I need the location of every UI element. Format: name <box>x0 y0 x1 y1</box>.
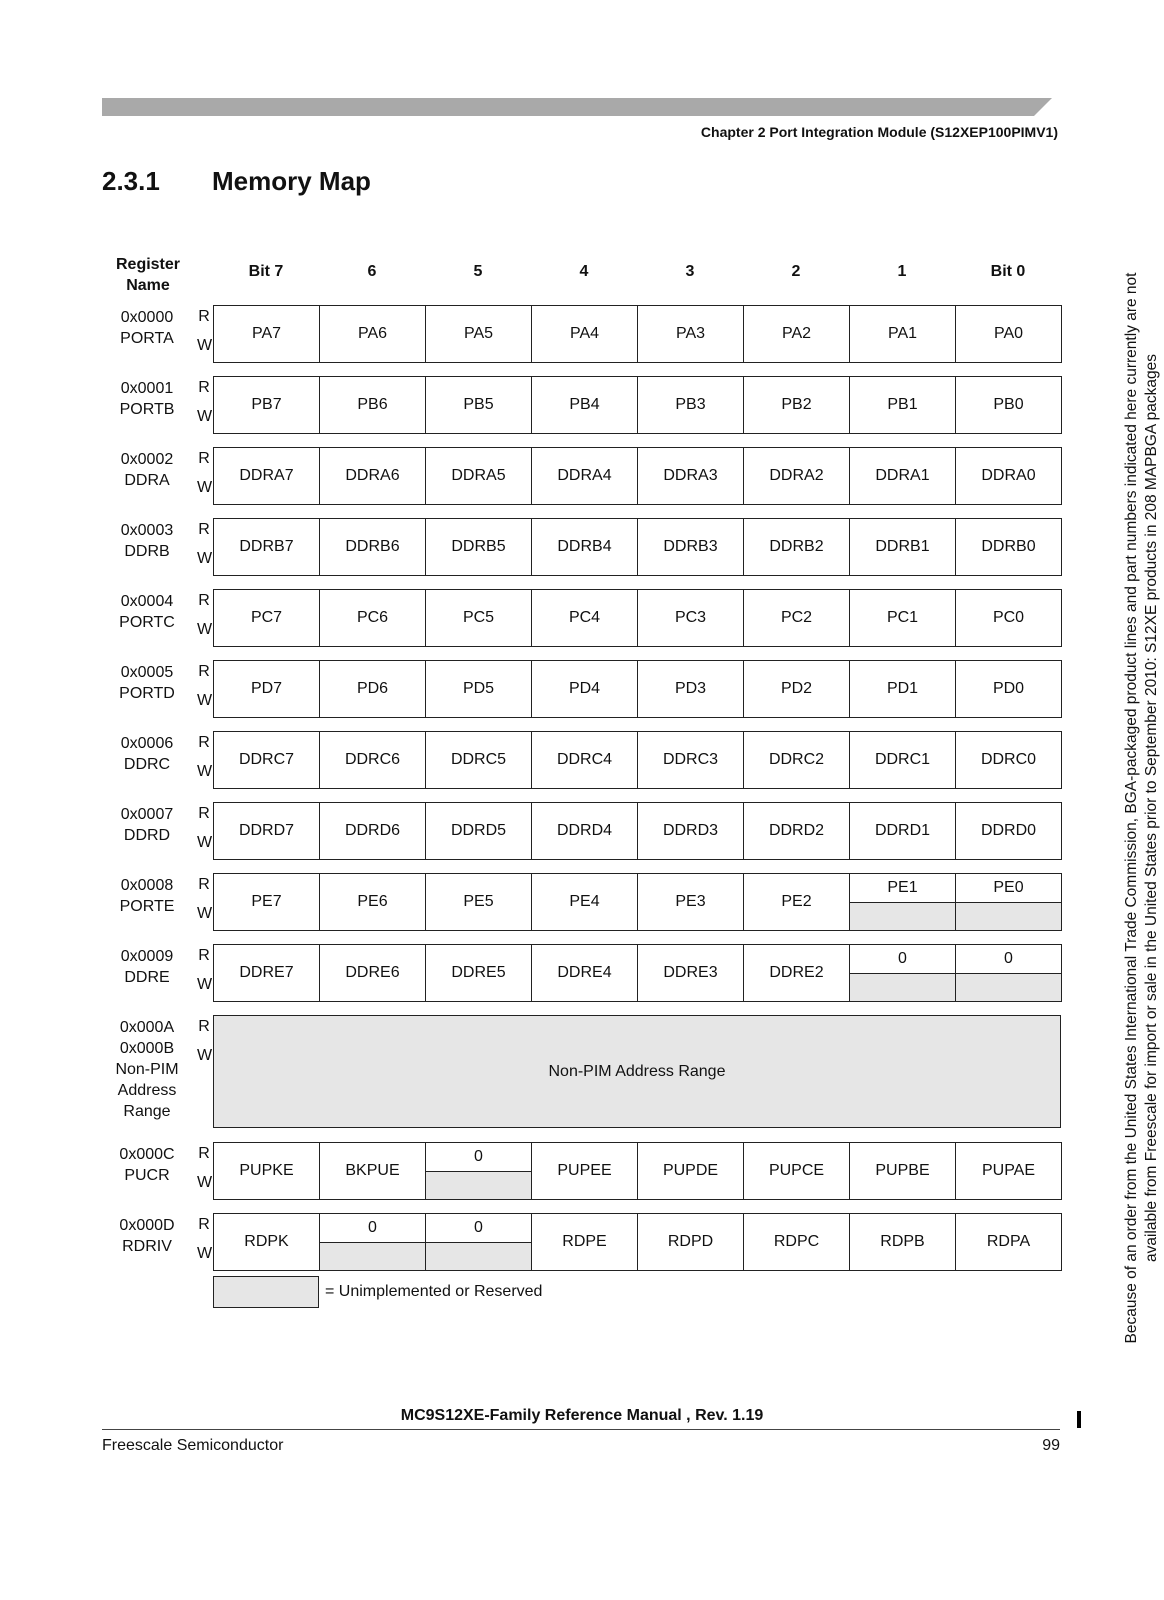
bit-header: Bit 7 <box>248 263 284 280</box>
bit-cell: PA7 <box>213 305 320 363</box>
register-name <box>100 378 194 420</box>
read-label: R <box>198 379 210 396</box>
write-label: W <box>197 1047 213 1064</box>
register-name <box>100 307 194 349</box>
bit-cell: DDRC3 <box>637 731 744 789</box>
register-name <box>100 875 194 917</box>
bit-header: 1 <box>897 263 907 280</box>
bit-cell: DDRB1 <box>849 518 956 576</box>
register-name <box>100 449 194 491</box>
register-name-line: PORTB <box>119 401 175 418</box>
bit-cell-read: 0 <box>319 1213 426 1243</box>
bit-cell: DDRD1 <box>849 802 956 860</box>
bit-cell: DDRA3 <box>637 447 744 505</box>
bit-cell: DDRB0 <box>955 518 1062 576</box>
write-label: W <box>197 905 213 922</box>
register-name-line: 0x0007 <box>120 806 174 823</box>
bit-cell: DDRE2 <box>743 944 850 1002</box>
bit-cell: PUPAE <box>955 1142 1062 1200</box>
register-name-line: 0x0003 <box>120 522 174 539</box>
bit-cell: DDRB5 <box>425 518 532 576</box>
bit-cell: DDRA6 <box>319 447 426 505</box>
register-name-line: DDRC <box>123 756 171 773</box>
bit-cell-write-reserved <box>849 973 956 1002</box>
bit-cell: DDRD3 <box>637 802 744 860</box>
footer-publisher: Freescale Semiconductor <box>102 1437 284 1454</box>
section-number: 2.3.1 <box>102 166 160 196</box>
bit-cell: PC7 <box>213 589 320 647</box>
bit-cell: DDRC6 <box>319 731 426 789</box>
register-name-header-line: Name <box>126 277 170 294</box>
change-bar <box>1077 1411 1081 1428</box>
bit-cell: DDRC5 <box>425 731 532 789</box>
bit-cell: DDRE6 <box>319 944 426 1002</box>
bit-cell: PB5 <box>425 376 532 434</box>
bit-cell: PC6 <box>319 589 426 647</box>
bit-cell: PUPBE <box>849 1142 956 1200</box>
register-name-header <box>100 254 196 296</box>
write-label: W <box>197 408 213 425</box>
bit-cell-read: PE1 <box>849 873 956 903</box>
bit-cell: DDRD0 <box>955 802 1062 860</box>
bit-cell: DDRB3 <box>637 518 744 576</box>
write-label: W <box>197 550 213 567</box>
bit-cell: PE7 <box>213 873 320 931</box>
bit-cell-read: 0 <box>425 1213 532 1243</box>
register-name-line: Range <box>123 1103 171 1120</box>
bit-cell: RDPE <box>531 1213 638 1271</box>
bit-cell: PB4 <box>531 376 638 434</box>
bit-cell: PC0 <box>955 589 1062 647</box>
bit-cell: DDRD4 <box>531 802 638 860</box>
register-name-line: Non-PIM <box>115 1061 179 1078</box>
bit-cell: DDRD2 <box>743 802 850 860</box>
bit-cell: PA2 <box>743 305 850 363</box>
write-label: W <box>197 976 213 993</box>
register-name-line: 0x0002 <box>120 451 174 468</box>
bit-cell: DDRA0 <box>955 447 1062 505</box>
bit-cell: PUPCE <box>743 1142 850 1200</box>
bit-cell: PD1 <box>849 660 956 718</box>
bit-cell: PUPKE <box>213 1142 320 1200</box>
bit-cell: PA1 <box>849 305 956 363</box>
read-label: R <box>198 876 210 893</box>
write-label: W <box>197 479 213 496</box>
bit-cell: PB2 <box>743 376 850 434</box>
bit-cell: PB1 <box>849 376 956 434</box>
read-label: R <box>198 947 210 964</box>
bit-cell: PA3 <box>637 305 744 363</box>
non-pim-range-cell: Non-PIM Address Range <box>213 1015 1061 1128</box>
write-label: W <box>197 834 213 851</box>
register-name-line: 0x000B <box>119 1040 175 1057</box>
register-name-line: PORTA <box>120 330 174 347</box>
bit-cell: DDRD6 <box>319 802 426 860</box>
bit-cell: DDRA5 <box>425 447 532 505</box>
register-name-line: DDRD <box>123 827 171 844</box>
bit-cell: DDRD7 <box>213 802 320 860</box>
bit-cell: DDRC0 <box>955 731 1062 789</box>
bit-cell: PB6 <box>319 376 426 434</box>
bit-cell: PA4 <box>531 305 638 363</box>
bit-cell: DDRC1 <box>849 731 956 789</box>
bit-cell: PC2 <box>743 589 850 647</box>
write-label: W <box>197 337 213 354</box>
chapter-heading: Chapter 2 Port Integration Module (S12XEP100PIMV1) <box>700 124 1058 140</box>
side-note-line: available from Freescale for import or sale in the United States prior to September 2010: S12XE products in 208 MAPBGA packages <box>1143 353 1160 1263</box>
register-name-line: PORTC <box>119 614 175 631</box>
read-label: R <box>198 1018 210 1035</box>
bit-header: 2 <box>791 263 801 280</box>
register-name <box>100 1017 194 1122</box>
read-label: R <box>198 450 210 467</box>
bit-cell: RDPK <box>213 1213 320 1271</box>
register-name <box>100 946 194 988</box>
bit-cell: PD7 <box>213 660 320 718</box>
footer-divider <box>102 1429 1060 1430</box>
register-name-line: DDRA <box>124 472 170 489</box>
bit-cell: DDRC7 <box>213 731 320 789</box>
bit-cell: PC3 <box>637 589 744 647</box>
write-label: W <box>197 1245 213 1262</box>
bit-cell: PE3 <box>637 873 744 931</box>
register-name-line: Address <box>117 1082 177 1099</box>
footer-manual-title: MC9S12XE-Family Reference Manual , Rev. 1.19 <box>400 1407 764 1424</box>
bit-cell: PUPEE <box>531 1142 638 1200</box>
bit-cell: RDPD <box>637 1213 744 1271</box>
bit-cell-read: 0 <box>955 944 1062 974</box>
bit-cell: DDRA4 <box>531 447 638 505</box>
register-name-line: 0x0001 <box>120 380 174 397</box>
register-name-line: 0x0006 <box>120 735 174 752</box>
register-name-line: PORTD <box>119 685 175 702</box>
bit-cell-write-reserved <box>955 973 1062 1002</box>
bit-cell: DDRA2 <box>743 447 850 505</box>
bit-cell-write-reserved <box>955 902 1062 931</box>
register-name-line: PORTE <box>119 898 175 915</box>
register-name-line: 0x0000 <box>120 309 174 326</box>
bit-cell: DDRE5 <box>425 944 532 1002</box>
write-label: W <box>197 763 213 780</box>
register-name-line: 0x000C <box>119 1146 175 1163</box>
bit-header: 3 <box>685 263 695 280</box>
bit-cell: PD0 <box>955 660 1062 718</box>
bit-cell: PD2 <box>743 660 850 718</box>
read-label: R <box>198 734 210 751</box>
register-name <box>100 662 194 704</box>
bit-cell: RDPB <box>849 1213 956 1271</box>
register-name-line: 0x000D <box>119 1217 175 1234</box>
bit-cell: PUPDE <box>637 1142 744 1200</box>
bit-cell: DDRC2 <box>743 731 850 789</box>
bit-cell: RDPC <box>743 1213 850 1271</box>
bit-cell: DDRA7 <box>213 447 320 505</box>
bit-cell: PE4 <box>531 873 638 931</box>
bit-cell: PB7 <box>213 376 320 434</box>
bit-cell-read: 0 <box>849 944 956 974</box>
register-name-header-line: Register <box>115 256 181 273</box>
header-bar <box>102 98 1052 116</box>
bit-cell-write-reserved <box>319 1242 426 1271</box>
bit-cell: DDRE3 <box>637 944 744 1002</box>
bit-cell: DDRB6 <box>319 518 426 576</box>
register-name-line: 0x0005 <box>120 664 174 681</box>
bit-cell: PD3 <box>637 660 744 718</box>
register-name <box>100 804 194 846</box>
register-name <box>100 591 194 633</box>
register-name-line: DDRB <box>124 543 170 560</box>
write-label: W <box>197 621 213 638</box>
bit-cell: PA5 <box>425 305 532 363</box>
read-label: R <box>198 663 210 680</box>
section-heading <box>102 166 371 197</box>
write-label: W <box>197 1174 213 1191</box>
write-label: W <box>197 692 213 709</box>
bit-cell: DDRE4 <box>531 944 638 1002</box>
register-name-line: 0x0008 <box>120 877 174 894</box>
bit-cell-write-reserved <box>425 1242 532 1271</box>
read-label: R <box>198 1216 210 1233</box>
read-label: R <box>198 805 210 822</box>
bit-cell: PB0 <box>955 376 1062 434</box>
read-label: R <box>198 1145 210 1162</box>
bit-header: Bit 0 <box>990 263 1026 280</box>
bit-cell: PE2 <box>743 873 850 931</box>
bit-cell: DDRC4 <box>531 731 638 789</box>
legend-text: = Unimplemented or Reserved <box>325 1283 543 1300</box>
bit-cell: PD6 <box>319 660 426 718</box>
read-label: R <box>198 592 210 609</box>
register-name <box>100 1144 194 1186</box>
bit-cell: DDRB4 <box>531 518 638 576</box>
bit-cell: PC5 <box>425 589 532 647</box>
bit-cell: PC4 <box>531 589 638 647</box>
bit-cell-read: 0 <box>425 1142 532 1172</box>
register-name-line: PUCR <box>124 1167 170 1184</box>
legend-swatch <box>213 1276 319 1308</box>
itc-side-note <box>1122 198 1162 1418</box>
bit-cell: PA0 <box>955 305 1062 363</box>
bit-cell: PE6 <box>319 873 426 931</box>
bit-cell: PC1 <box>849 589 956 647</box>
bit-cell: DDRD5 <box>425 802 532 860</box>
bit-cell: DDRB7 <box>213 518 320 576</box>
bit-header: 5 <box>473 263 483 280</box>
bit-cell: PD5 <box>425 660 532 718</box>
bit-cell: RDPA <box>955 1213 1062 1271</box>
bit-cell: PB3 <box>637 376 744 434</box>
bit-header: 6 <box>367 263 377 280</box>
bit-cell-read: PE0 <box>955 873 1062 903</box>
read-label: R <box>198 521 210 538</box>
bit-cell-write-reserved <box>425 1171 532 1200</box>
section-title: Memory Map <box>212 166 371 196</box>
register-name-line: RDRIV <box>122 1238 172 1255</box>
side-note-line: Because of an order from the United States International Trade Commission, BGA-packaged product lines and part numbers indicated here currently are not <box>1123 272 1140 1344</box>
bit-cell: PD4 <box>531 660 638 718</box>
register-name-line: 0x0004 <box>120 593 174 610</box>
bit-cell-write-reserved <box>849 902 956 931</box>
bit-cell: DDRE7 <box>213 944 320 1002</box>
register-name-line: 0x000A <box>119 1019 175 1036</box>
bit-cell: BKPUE <box>319 1142 426 1200</box>
bit-cell: PA6 <box>319 305 426 363</box>
bit-header: 4 <box>579 263 589 280</box>
register-name <box>100 520 194 562</box>
bit-cell: DDRA1 <box>849 447 956 505</box>
register-name <box>100 733 194 775</box>
read-label: R <box>198 308 210 325</box>
register-name-line: 0x0009 <box>120 948 174 965</box>
bit-cell: DDRB2 <box>743 518 850 576</box>
register-name <box>100 1215 194 1257</box>
footer-page-number: 99 <box>1042 1437 1060 1454</box>
bit-cell: PE5 <box>425 873 532 931</box>
register-name-line: DDRE <box>124 969 170 986</box>
